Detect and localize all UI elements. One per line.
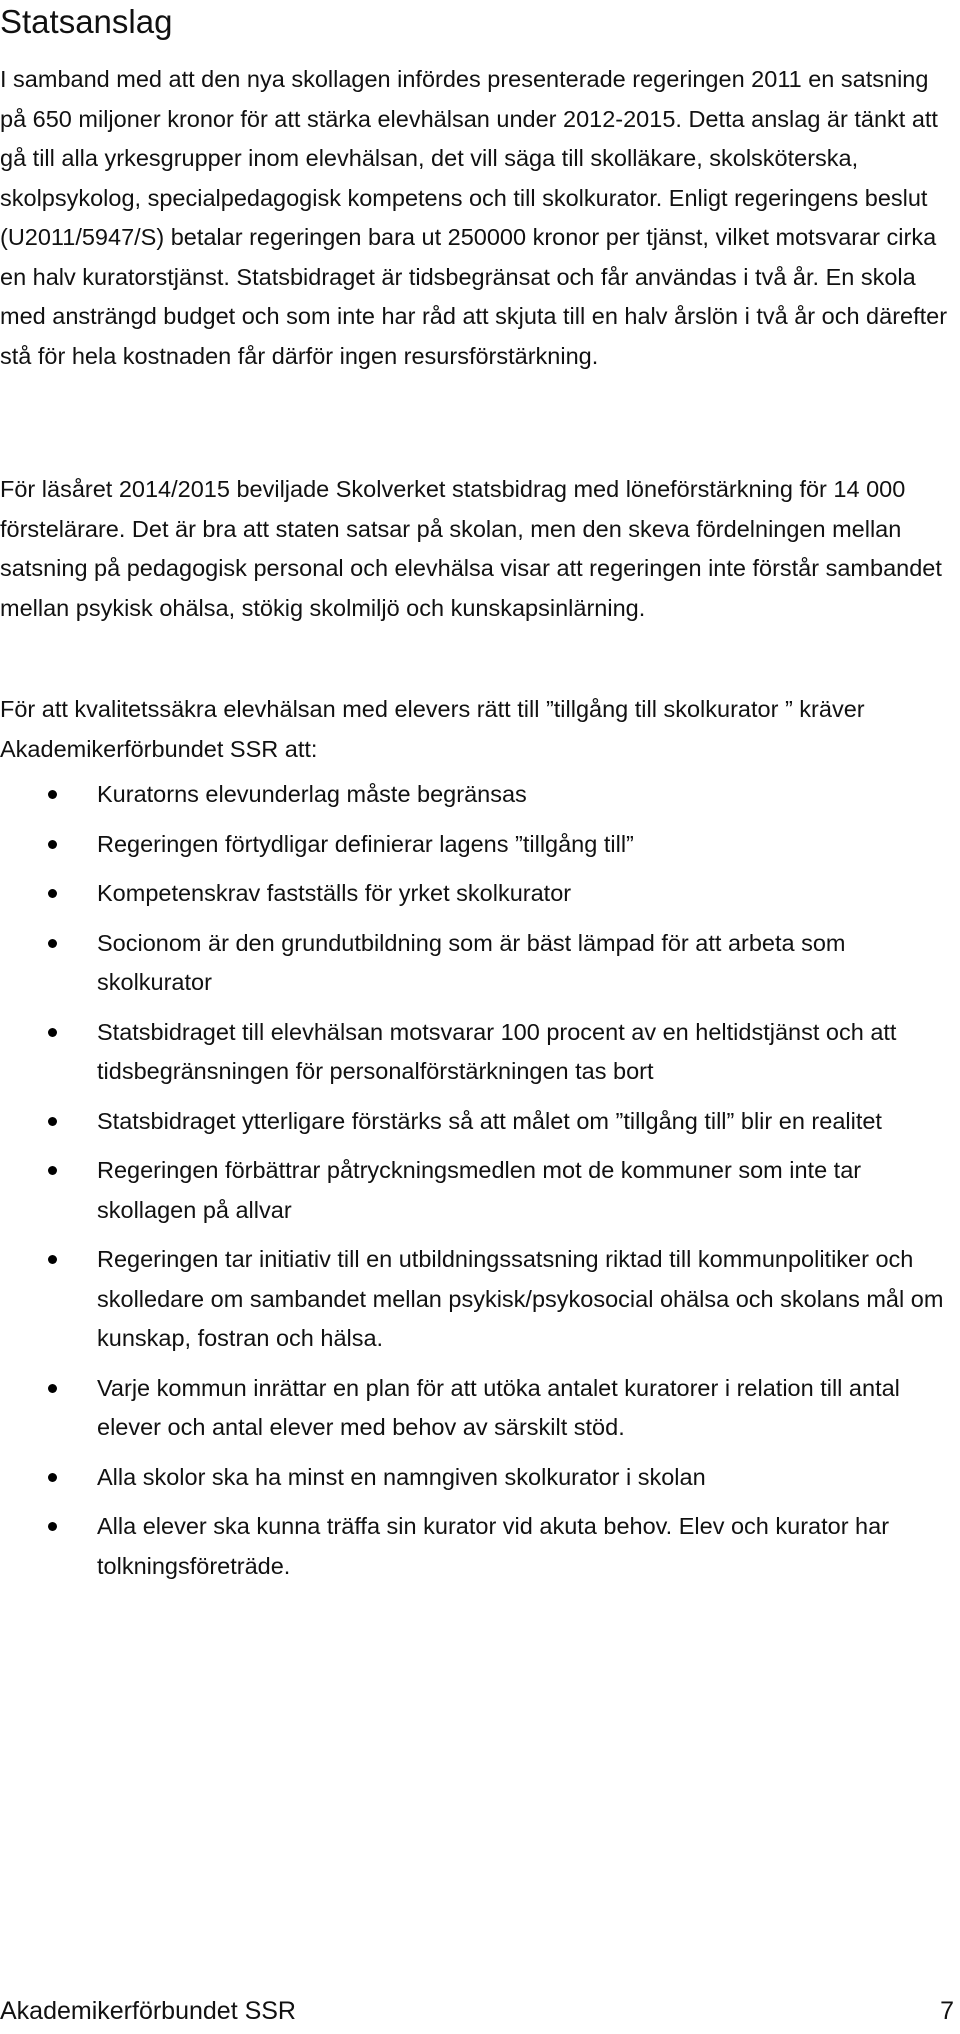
- paragraph-demands-intro: För att kvalitetssäkra elevhälsan med elevers rätt till ”tillgång till skolkurator ” kräver Akademikerförbundet SSR att:: [0, 696, 865, 762]
- list-item: [0, 1507, 960, 1586]
- list-item-text: Alla skolor ska ha minst en namngiven skolkurator i skolan: [97, 1463, 706, 1490]
- bullet-icon: [48, 1166, 57, 1175]
- list-item: [0, 1102, 960, 1142]
- list-item-text: Statsbidraget ytterligare förstärks så att målet om ”tillgång till” blir en realitet: [97, 1107, 882, 1134]
- list-item: [0, 1151, 960, 1230]
- bullet-icon: [48, 1117, 57, 1126]
- bullet-icon: [48, 790, 57, 799]
- list-item-text: Regeringen tar initiativ till en utbildningssatsning riktad till kommunpolitiker och skolledare om sambandet mellan psykisk/psykosocial ohälsa och skolans mål om kunskap, fostran och hälsa.: [97, 1246, 944, 1351]
- list-item-text: Kompetenskrav fastställs för yrket skolkurator: [97, 880, 572, 906]
- bullet-icon: [48, 1384, 57, 1393]
- paragraph-forstelarare: För läsåret 2014/2015 beviljade Skolverket statsbidrag med löneförstärkning för 14 000 förstelärare. Det är bra att staten satsar på skolan, men den skeva fördelningen mellan satsning på pedagogisk personal och elevhälsa visar att regeringen inte förstår sambandet mellan psykisk ohälsa, stökig skolmiljö och kunskapsinlärning.: [0, 476, 942, 621]
- bullet-icon: [48, 840, 57, 849]
- list-item-text: Regeringen förbättrar påtryckningsmedlen mot de kommuner som inte tar skollagen på allvar: [97, 1157, 862, 1223]
- list-item-text: Alla elever ska kunna träffa sin kurator vid akuta behov. Elev och kurator har tolkningsföreträde.: [97, 1513, 890, 1579]
- list-item-text: Socionom är den grundutbildning som är bäst lämpad för att arbeta som skolkurator: [97, 929, 846, 995]
- list-item-text: Varje kommun inrättar en plan för att utöka antalet kuratorer i relation till antal elever och antal elever med behov av särskilt stöd.: [97, 1374, 900, 1440]
- bullet-icon: [48, 1028, 57, 1037]
- page-number: 7: [940, 1997, 954, 2025]
- footer-organization: Akademikerförbundet SSR: [0, 1997, 296, 2025]
- page-heading: Statsanslag: [0, 3, 173, 40]
- list-item: [0, 1458, 960, 1498]
- bullet-icon: [48, 889, 57, 898]
- list-item: [0, 775, 960, 815]
- demands-list: [0, 775, 960, 1596]
- list-item: [0, 825, 960, 865]
- list-item-text: Statsbidraget till elevhälsan motsvarar 100 procent av en heltidstjänst och att tidsbegränsningen för personalförstärkningen tas bort: [97, 1018, 897, 1084]
- list-item-text: Kuratorns elevunderlag måste begränsas: [97, 781, 527, 807]
- paragraph-statsanslag: I samband med att den nya skollagen infördes presenterade regeringen 2011 en satsning på 650 miljoner kronor för att stärka elevhälsan under 2012-2015. Detta anslag är tänkt att gå till alla yrkesgrupper inom elevhälsan, det vill säga till skolläkare, skolsköterska, skolpsykolog, specialpedagogisk kompetens och till skolkurator. Enligt regeringens beslut (U2011/5947/S) betalar regeringen bara ut 250000 kronor per tjänst, vilket motsvarar cirka en halv kuratorstjänst. Statsbidraget är tidsbegränsat och får användas i två år. En skola med ansträngd budget och som inte har råd att skjuta till en halv årslön i två år och därefter stå för hela kostnaden får därför ingen resursförstärkning.: [0, 66, 948, 369]
- bullet-icon: [48, 939, 57, 948]
- list-item: [0, 924, 960, 1003]
- list-item: [0, 874, 960, 914]
- bullet-icon: [48, 1255, 57, 1264]
- list-item-text: Regeringen förtydligar definierar lagens ”tillgång till”: [97, 830, 634, 857]
- list-item: [0, 1240, 960, 1359]
- list-item: [0, 1013, 960, 1092]
- list-item: [0, 1369, 960, 1448]
- page-footer: [0, 1993, 960, 2029]
- bullet-icon: [48, 1522, 57, 1531]
- bullet-icon: [48, 1473, 57, 1482]
